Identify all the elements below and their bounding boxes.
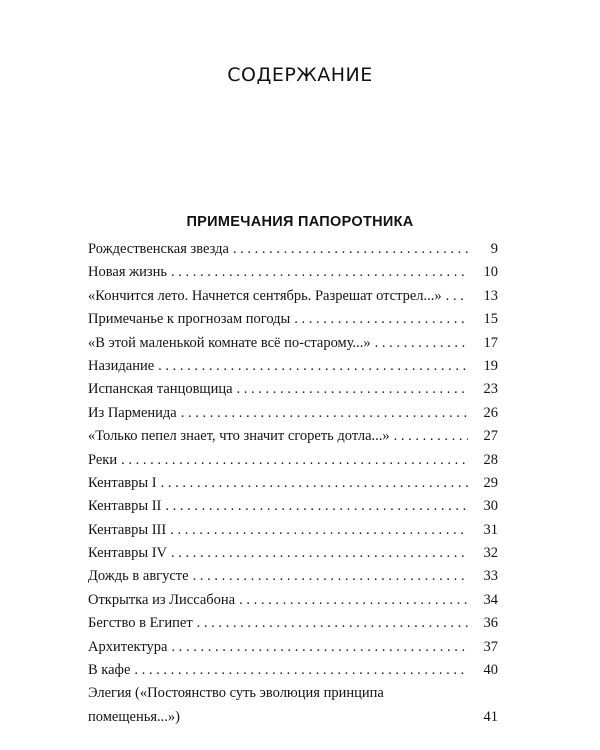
toc-entry-page-number: 41 — [483, 708, 498, 725]
toc-entry — [88, 332, 498, 355]
toc-entry-title: «Только пепел знает, что значит сгореть дотла...» — [88, 428, 390, 445]
dot-leader — [375, 332, 468, 355]
toc-entry — [88, 612, 498, 635]
toc-entry — [88, 636, 498, 659]
toc-entry — [88, 355, 498, 378]
toc-entry-page-number: 10 — [483, 264, 498, 281]
dot-leader — [197, 612, 468, 635]
toc-entry-last — [88, 682, 498, 729]
dot-leader — [181, 402, 468, 425]
table-of-contents — [88, 238, 498, 729]
dot-leader — [165, 495, 468, 518]
dot-leader — [161, 472, 468, 495]
dot-leader — [446, 285, 468, 308]
page-title: СОДЕРЖАНИЕ — [227, 64, 373, 86]
dot-leader — [121, 449, 468, 472]
toc-entry-page-number: 13 — [483, 287, 498, 304]
toc-entry — [88, 261, 498, 284]
toc-entry-page-number: 26 — [483, 404, 498, 421]
section-title: ПРИМЕЧАНИЯ ПАПОРОТНИКА — [186, 214, 414, 230]
toc-entry-title: Дождь в августе — [88, 568, 189, 585]
toc-entry — [88, 285, 498, 308]
dot-leader — [394, 425, 468, 448]
toc-entry-page-number: 31 — [483, 521, 498, 538]
dot-leader — [158, 355, 468, 378]
toc-entry-title: «Кончится лето. Начнется сентябрь. Разрешат отстрел...» — [88, 287, 442, 304]
toc-entry-title: Рождественская звезда — [88, 241, 229, 257]
toc-entry-page-number: 40 — [483, 662, 498, 679]
toc-entry — [88, 238, 498, 261]
toc-entry-page-number: 34 — [483, 591, 498, 608]
dot-leader — [171, 261, 468, 284]
toc-entry-page-number: 27 — [483, 428, 498, 445]
toc-entry-title: Реки — [88, 451, 118, 468]
toc-entry — [88, 425, 498, 448]
toc-entry-title: Новая жизнь — [88, 264, 167, 281]
toc-entry-title: Примечанье к прогнозам погоды — [88, 311, 291, 328]
toc-entry-page-number: 19 — [483, 357, 498, 374]
dot-leader — [193, 565, 468, 588]
toc-entry-page-number: 15 — [483, 311, 498, 328]
toc-entry — [88, 542, 498, 565]
toc-entry-title: «В этой маленькой комнате всё по-старому...» — [88, 334, 371, 351]
toc-entry — [88, 495, 498, 518]
toc-entry-title: Открытка из Лиссабона — [88, 591, 236, 608]
toc-entry-page-number: 36 — [483, 615, 498, 632]
dot-leader — [237, 378, 468, 401]
toc-entry-title: Бегство в Египет — [88, 615, 193, 632]
toc-entry-title: Кентавры IV — [88, 545, 168, 562]
toc-entry-title: Из Парменида — [88, 404, 177, 421]
dot-leader — [233, 238, 468, 261]
toc-entry-title: Кентавры I — [88, 474, 157, 491]
toc-entry — [88, 472, 498, 495]
toc-entry — [88, 589, 498, 612]
toc-entry-page-number: 28 — [483, 451, 498, 468]
toc-entry — [88, 449, 498, 472]
toc-entry-page-number: 37 — [483, 638, 498, 655]
dot-leader — [294, 308, 468, 331]
toc-entry — [88, 402, 498, 425]
toc-entry-title: Назидание — [88, 357, 155, 374]
toc-entry-page-number: 33 — [483, 568, 498, 585]
dot-leader — [170, 519, 468, 542]
toc-entry-page-number: 32 — [483, 545, 498, 562]
toc-entry — [88, 519, 498, 542]
toc-entry — [88, 308, 498, 331]
toc-entry — [88, 565, 498, 588]
toc-entry-title: В кафе — [88, 662, 131, 679]
toc-entry-page-number: 17 — [483, 334, 498, 351]
toc-entry-title: Испанская танцовщица — [88, 381, 233, 398]
toc-entry-title-line1: Элегия («Постоянство суть эволюция принципа — [88, 685, 384, 702]
toc-entry-title: Кентавры III — [88, 521, 167, 538]
dot-leader — [134, 659, 468, 682]
toc-entry — [88, 659, 498, 682]
dot-leader — [171, 636, 468, 659]
toc-entry-page-number: 30 — [483, 498, 498, 515]
toc-entry-title: Архитектура — [88, 638, 168, 655]
dot-leader — [171, 542, 468, 565]
toc-entry-page-number: 29 — [483, 474, 498, 491]
toc-entry — [88, 378, 498, 401]
toc-entry-page-number: 23 — [483, 381, 498, 398]
dot-leader — [239, 589, 468, 612]
toc-entry-page-number: 9 — [490, 241, 498, 257]
toc-entry-title: Кентавры II — [88, 498, 162, 515]
toc-entry-title-line2: помещенья...») — [88, 708, 180, 725]
